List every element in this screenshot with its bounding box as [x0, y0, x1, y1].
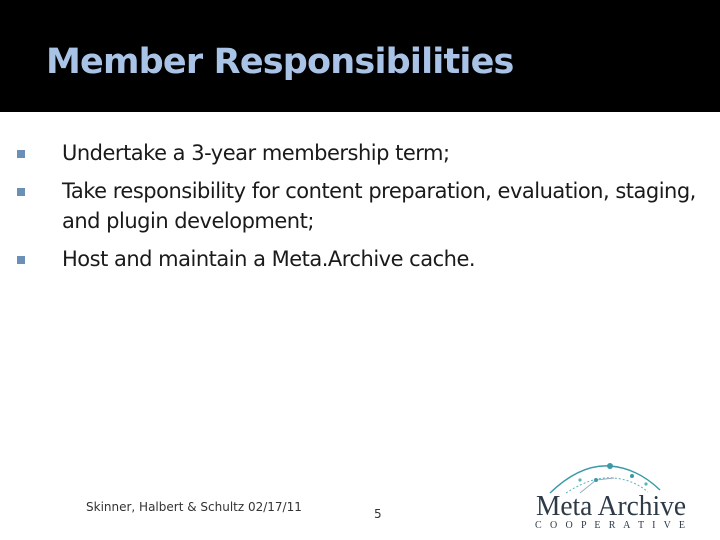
- logo-tagline: C O O P E R A T I V E: [535, 520, 685, 530]
- bullet-list: [17, 138, 697, 282]
- slide-title: Member Responsibilities: [46, 42, 514, 82]
- logo-wordmark: Meta Archive: [536, 491, 686, 522]
- square-bullet-icon: [17, 188, 25, 196]
- logo-node: [594, 478, 598, 482]
- meta-archive-logo: [522, 460, 702, 530]
- bullet-text: Undertake a 3-year membership term;: [62, 141, 450, 165]
- logo-node: [644, 482, 647, 485]
- footer-text: Skinner, Halbert & Schultz 02/17/11: [86, 500, 302, 514]
- square-bullet-icon: [17, 256, 25, 264]
- bullet-item: [17, 244, 697, 274]
- logo-node: [607, 463, 613, 469]
- bullet-text: Host and maintain a Meta.Archive cache.: [62, 247, 476, 271]
- logo-graphic: [522, 460, 702, 530]
- bullet-text: Take responsibility for content preparation, evaluation, staging, and plugin development;: [62, 179, 696, 233]
- logo-node: [630, 474, 634, 478]
- square-bullet-icon: [17, 150, 25, 158]
- title-bar: [0, 0, 720, 112]
- bullet-item: [17, 138, 697, 168]
- bullet-item: [17, 176, 697, 236]
- logo-node: [578, 478, 581, 481]
- slide-number: 5: [374, 507, 382, 521]
